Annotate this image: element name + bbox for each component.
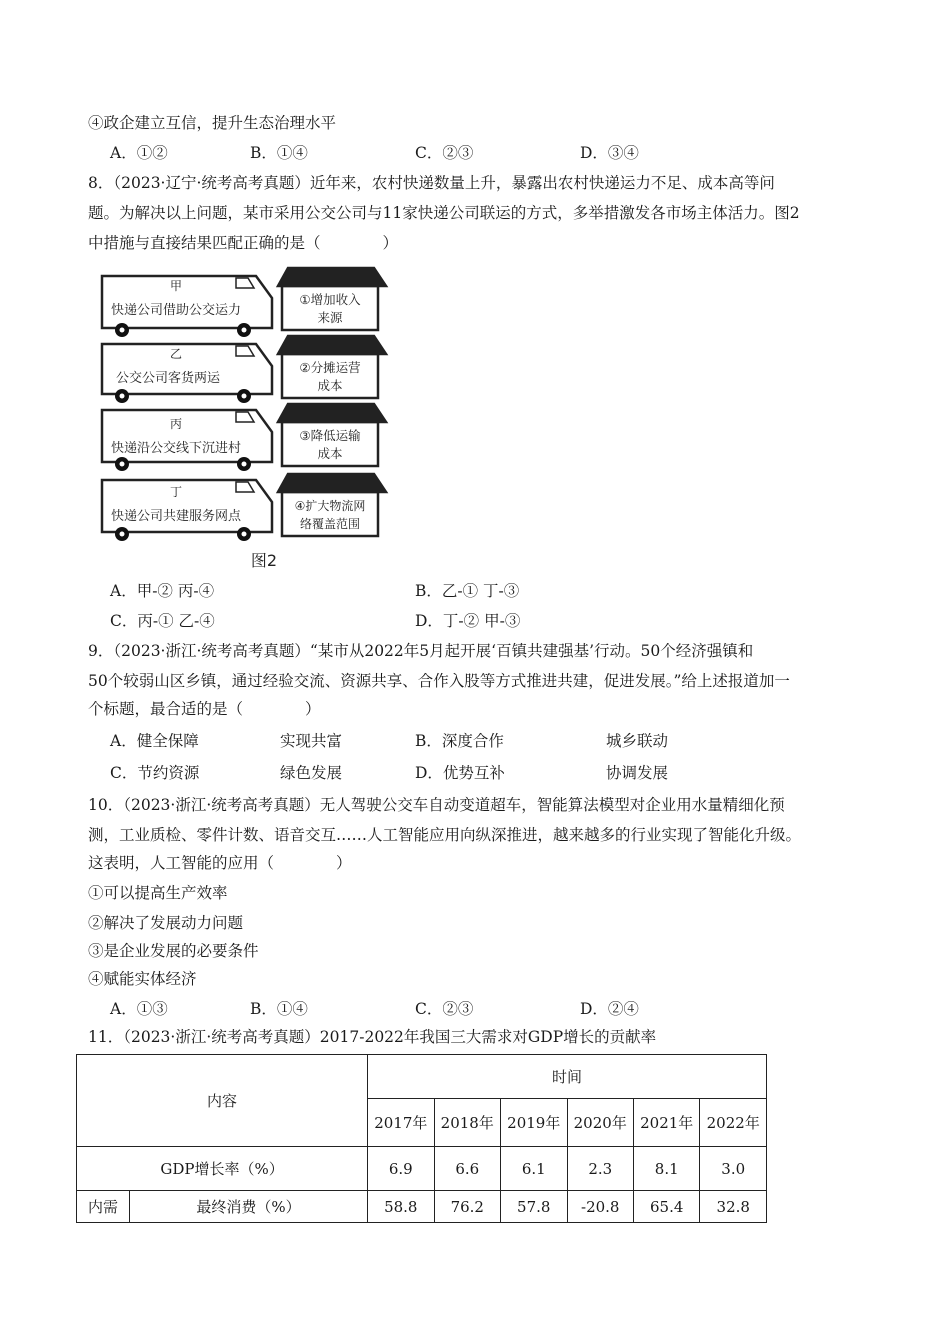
table-cell: 2.3 — [567, 1147, 633, 1191]
q8-option-b[interactable]: B．乙-① 丁-③ — [415, 582, 520, 600]
q9-stem-line-2: 50个较弱山区乡镇，通过经验交流、资源共享、合作入股等方式推进共建，促进发展。”给上述报道加一 — [88, 672, 790, 690]
year-header: 2022年 — [700, 1099, 767, 1147]
time-header: 时间 — [368, 1055, 767, 1099]
q7-option-d[interactable]: D．③④ — [580, 144, 639, 162]
q10-item-2: ②解决了发展动力问题 — [88, 914, 244, 932]
table-cell: 32.8 — [700, 1191, 767, 1223]
truck-jia — [102, 276, 272, 328]
q8-option-d[interactable]: D．丁-② 甲-③ — [415, 612, 521, 630]
q9-option-b-2: 城乡联动 — [606, 732, 669, 750]
q7-item-4: ④政企建立互信，提升生态治理水平 — [88, 114, 337, 132]
house-4-line-2: 络覆盖范围 — [299, 517, 361, 531]
table-cell: 6.1 — [501, 1147, 567, 1191]
truck-text-jia: 快递公司借助公交运力 — [110, 303, 242, 318]
q9-stem-line-1: 9．（2023·浙江·统考高考真题）“某市从2022年5月起开展‘百镇共建强基’行动。50个经济强镇和 — [88, 642, 754, 660]
figure-2 — [96, 262, 396, 572]
gdp-contribution-table — [76, 1054, 767, 1223]
q7-option-a[interactable]: A．①② — [110, 144, 168, 162]
year-header: 2018年 — [434, 1099, 500, 1147]
q9-option-b[interactable]: B．深度合作 — [415, 732, 504, 750]
q10-stem-line-3: 这表明，人工智能的应用（ ） — [88, 854, 352, 872]
q8-option-a[interactable]: A．甲-② 丙-④ — [110, 582, 215, 600]
q9-option-d-2: 协调发展 — [606, 764, 669, 782]
truck-label-yi: 乙 — [169, 347, 183, 361]
q8-stem-line-3: 中措施与直接结果匹配正确的是（ ） — [88, 234, 399, 252]
house-1-line-2: 来源 — [317, 310, 343, 325]
q10-option-b[interactable]: B．①④ — [250, 1000, 308, 1018]
table-cell: 3.0 — [700, 1147, 767, 1191]
house-2-line-1: ②分摊运营 — [299, 360, 361, 375]
truck-ding — [102, 480, 272, 532]
q8-option-c[interactable]: C．丙-① 乙-④ — [110, 612, 215, 630]
house-3-line-1: ③降低运输 — [299, 428, 361, 443]
year-header: 2019年 — [501, 1099, 567, 1147]
q7-option-b[interactable]: B．①④ — [250, 144, 308, 162]
table-cell: -20.8 — [567, 1191, 633, 1223]
table-cell: 65.4 — [633, 1191, 699, 1223]
q9-option-c[interactable]: C．节约资源 — [110, 764, 200, 782]
q10-item-1: ①可以提高生产效率 — [88, 884, 228, 902]
q10-item-3: ③是企业发展的必要条件 — [88, 942, 259, 960]
table-cell: 57.8 — [501, 1191, 567, 1223]
year-header: 2017年 — [368, 1099, 434, 1147]
truck-text-yi: 公交公司客货两运 — [115, 371, 221, 386]
q9-stem-line-3: 个标题，最合适的是（ ） — [88, 700, 321, 718]
truck-yi — [102, 344, 272, 394]
house-3-line-2: 成本 — [317, 446, 343, 461]
gdp-row-label: GDP增长率（%） — [77, 1147, 368, 1191]
q11-title: 11．（2023·浙江·统考高考真题）2017-2022年我国三大需求对GDP增长的贡献率 — [88, 1028, 657, 1046]
q10-stem-line-1: 10．（2023·浙江·统考高考真题）无人驾驶公交车自动变道超车，智能算法模型对企业用水量精细化预 — [88, 796, 785, 814]
consumption-row-label: 最终消费（%） — [130, 1191, 368, 1223]
q9-option-d[interactable]: D．优势互补 — [415, 764, 505, 782]
table-cell: 6.9 — [368, 1147, 434, 1191]
truck-label-bing: 丙 — [169, 417, 183, 431]
table-cell: 8.1 — [633, 1147, 699, 1191]
q10-option-a[interactable]: A．①③ — [110, 1000, 168, 1018]
q10-option-c[interactable]: C．②③ — [415, 1000, 474, 1018]
q8-stem-line-2: 题。为解决以上问题，某市采用公交公司与11家快递公司联运的方式，多举措激发各市场主体活力。图2 — [88, 204, 800, 222]
truck-text-bing: 快递沿公交线下沉进村 — [110, 441, 242, 456]
q7-option-c[interactable]: C．②③ — [415, 144, 474, 162]
q9-option-c-2: 绿色发展 — [280, 764, 343, 782]
q10-option-d[interactable]: D．②④ — [580, 1000, 639, 1018]
table-cell: 58.8 — [368, 1191, 434, 1223]
house-4-line-1: ④扩大物流网 — [294, 499, 366, 513]
q9-option-a-2: 实现共富 — [280, 732, 343, 750]
q9-option-a[interactable]: A．健全保障 — [110, 732, 199, 750]
house-2-line-2: 成本 — [317, 378, 343, 393]
truck-label-jia: 甲 — [169, 279, 183, 293]
truck-label-ding: 丁 — [169, 485, 183, 499]
truck-text-ding: 快递公司共建服务网点 — [110, 509, 242, 524]
year-header: 2021年 — [633, 1099, 699, 1147]
table-cell: 76.2 — [434, 1191, 500, 1223]
house-1-line-1: ①增加收入 — [299, 292, 361, 307]
year-header: 2020年 — [567, 1099, 633, 1147]
table-cell: 6.6 — [434, 1147, 500, 1191]
q8-stem-line-1: 8．（2023·辽宁·统考高考真题）近年来，农村快递数量上升，暴露出农村快递运力不足、成本高等问 — [88, 174, 775, 192]
q10-item-4: ④赋能实体经济 — [88, 970, 197, 988]
figure-caption: 图2 — [250, 551, 278, 570]
q10-stem-line-2: 测，工业质检、零件计数、语音交互……人工智能应用向纵深推进，越来越多的行业实现了智能化升级。 — [88, 826, 802, 844]
content-header: 内容 — [77, 1055, 368, 1147]
domestic-demand-label: 内需 — [77, 1191, 130, 1223]
